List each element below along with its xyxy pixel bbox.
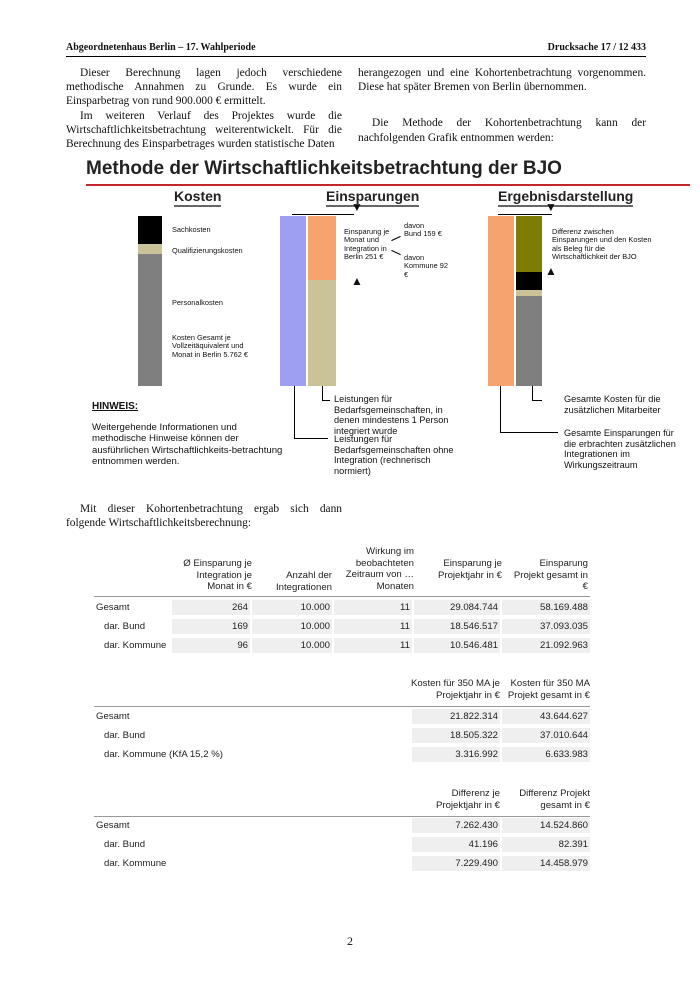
t2-row0-v0: 21.822.314 [412,709,500,724]
label-einsparung: Einsparung je Monat und Integration in Berlin 251 € [344,227,390,262]
t1-row2-v0: 96 [172,638,250,653]
t1-row1-v0: 169 [172,619,250,634]
label-davon-kommune: davon Kommune 92 € [404,253,448,279]
hinweis-title: HINWEIS: [92,401,139,412]
label-kosten-gesamt: Kosten Gesamt je Vollzeitäquivalent und Monat in Berlin 5.762 € [172,333,249,359]
table-row [94,709,590,727]
t2-row1-label: dar. Bund [104,730,146,741]
right-paragraph-2: Die Methode der Kohortenbetrachtung kann der nachfolgenden Grafik entnommen werden: [358,117,646,144]
ergebnis-arrow-up-icon: ▲ [545,264,557,278]
arrow-down-icon: ▼ [351,200,363,214]
table-row [94,638,590,656]
einsp-blue-bar [280,216,306,386]
t1-header-4: Einsparung Projekt gesamt in € [513,558,588,593]
section-kosten: Kosten [174,188,221,207]
kosten-quali-segment [138,244,162,254]
t3-header-1: Differenz Projekt gesamt in € [519,788,590,811]
label-sachkosten: Sachkosten [172,225,211,234]
t3-row2-v1: 14.458.979 [502,856,590,871]
t1-row0-v0: 264 [172,600,250,615]
table-row [94,728,590,746]
table-differenz [94,786,590,876]
t3-row1-v1: 82.391 [502,837,590,852]
t3-row2-v0: 7.229.490 [412,856,500,871]
t3-header-0: Differenz je Projektjahr in € [436,788,500,811]
t2-row1-v0: 18.505.322 [412,728,500,743]
table-kosten [94,676,590,766]
t1-row1-v2: 11 [334,619,412,634]
figure-title-underline [86,184,690,186]
ergebnis-black-segment [516,272,542,290]
table-einsparungen [94,544,590,654]
label-leistungen-mit: Leistungen für Bedarfsgemeinschaften, in denen mindestens 1 Person integriert wurde [334,394,449,436]
left-paragraph-2: Im weiteren Verlauf des Projektes wurde die Wirtschaftlichkeitsbetrachtung weiterentwickelt. Für die Berechnung des Einsparbetrages wurden statistische Daten [66,109,342,151]
ergebnis-top-line [498,214,552,215]
label-leistungen-ohne: Leistungen für Bedarfsgemeinschaften ohne Integration (rechnerisch normiert) [334,434,454,476]
page-header [66,40,646,57]
t1-row2-v2: 11 [334,638,412,653]
header-right: Drucksache 17 / 12 433 [547,42,646,53]
t2-row2-v1: 6.633.983 [502,747,590,762]
t1-row0-v2: 11 [334,600,412,615]
label-davon-bund: davon Bund 159 € [404,221,442,239]
table-row [94,856,590,874]
t1-row0-v3: 29.084.744 [414,600,500,615]
kosten-sach-segment [138,216,162,244]
t1-row2-v3: 10.546.481 [414,638,500,653]
leistungen-mit-connector [322,386,323,400]
t1-row0-label: Gesamt [96,602,130,613]
t2-row2-v0: 3.316.992 [412,747,500,762]
kosten-connector-h [532,400,542,401]
t1-rule [94,596,590,597]
t2-row1-v1: 37.010.644 [502,728,590,743]
einsparungen-connector [500,386,501,432]
t1-row1-v1: 10.000 [252,619,332,634]
ergebnis-olive-segment [516,216,542,272]
t1-row1-v4: 37.093.035 [502,619,590,634]
t1-row2-v1: 10.000 [252,638,332,653]
t2-header-0: Kosten für 350 MA je Projektjahr in € [410,678,500,701]
table-row [94,747,590,765]
leistungen-ohne-connector [294,386,295,438]
ergebnis-orange-bar [488,216,514,386]
after-figure-text [66,502,342,530]
t3-row1-label: dar. Bund [104,839,146,850]
t3-row1-v0: 41.196 [412,837,500,852]
page-number: 2 [347,934,353,948]
section-ergebnisdarstellung: Ergebnisdarstellung [498,188,633,207]
t1-row0-v1: 10.000 [252,600,332,615]
label-qualifizierungskosten: Qualifizierungskosten [172,246,243,255]
left-paragraph-1: Dieser Berechnung lagen jedoch verschiedene methodische Annahmen zu Grunde. Es wurde ein Einsparbetrag von rund 900.000 € ermittelt. [66,67,342,108]
right-paragraph-1: herangezogen und eine Kohortenbetrachtung vorgenommen. Diese hat später Bremen von Berlin übernommen. [358,67,646,94]
t1-row1-v3: 18.546.517 [414,619,500,634]
section-einsparungen: Einsparungen [326,188,419,207]
t1-header-2: Wirkung im beobachteten Zeitraum von … Monaten [345,546,414,592]
t2-rule [94,706,590,707]
einsp-tan-segment [308,280,336,386]
t3-row2-label: dar. Kommune [104,858,167,869]
kosten-connector [532,386,533,400]
t1-row2-v4: 21.092.963 [502,638,590,653]
arrow-up-icon: ▲ [351,274,363,288]
ergebnis-grey-segment [516,296,542,386]
table-row [94,600,590,618]
kosten-personal-segment [138,254,162,386]
table-row [94,837,590,855]
t3-row0-v0: 7.262.430 [412,818,500,833]
t1-header-3: Einsparung je Projektjahr in € [438,558,502,581]
figure-title: Methode der Wirtschaftlichkeitsbetrachtung der BJO [86,158,562,179]
table-row [94,619,590,637]
leistungen-mit-connector-h [322,400,330,401]
label-gesamte-einsparungen: Gesamte Einsparungen für die erbrachten zusätzlichen Integrationen im Wirkungszeitraum [564,428,676,470]
table-row [94,818,590,836]
t2-row0-label: Gesamt [96,711,130,722]
label-personalkosten: Personalkosten [172,298,223,307]
label-differenz: Differenz zwischen Einsparungen und den Kosten als Beleg für die Wirtschaftlichkeit der BJO [552,227,652,262]
t1-header-0: Ø Einsparung je Integration je Monat in € [183,558,252,593]
header-left: Abgeordnetenhaus Berlin – 17. Wahlperiode [66,42,256,53]
t1-row0-v4: 58.169.488 [502,600,590,615]
t1-header-1: Anzahl der Integrationen [275,570,332,593]
t2-row0-v1: 43.644.627 [502,709,590,724]
t1-row2-label: dar. Kommune [104,640,167,651]
label-gesamte-kosten: Gesamte Kosten für die zusätzlichen Mitarbeiter [564,394,661,415]
leistungen-ohne-connector-h [294,438,328,439]
after-figure-paragraph: Mit dieser Kohortenbetrachtung ergab sich dann folgende Wirtschaftlichkeitsberechnung: [66,503,342,530]
ergebnis-arrow-down-icon: ▼ [545,200,557,214]
einsp-orange-segment [308,216,336,280]
hinweis-text: Weitergehende Informationen und methodische Hinweise können der ausführlichen Wirtschaftlichkeits-betrachtung entnommen werden. [92,422,283,468]
t1-row1-label: dar. Bund [104,621,146,632]
t2-header-1: Kosten für 350 MA Projekt gesamt in € [507,678,590,701]
t3-row0-v1: 14.524.860 [502,818,590,833]
t3-row0-label: Gesamt [96,820,130,831]
t2-row2-label: dar. Kommune (KfA 15,2 %) [104,749,223,760]
einsparungen-connector-h [500,432,558,433]
einsp-top-line [292,214,354,215]
right-column [358,66,646,145]
left-column [66,66,342,151]
method-figure [86,158,686,478]
t3-rule [94,816,590,817]
